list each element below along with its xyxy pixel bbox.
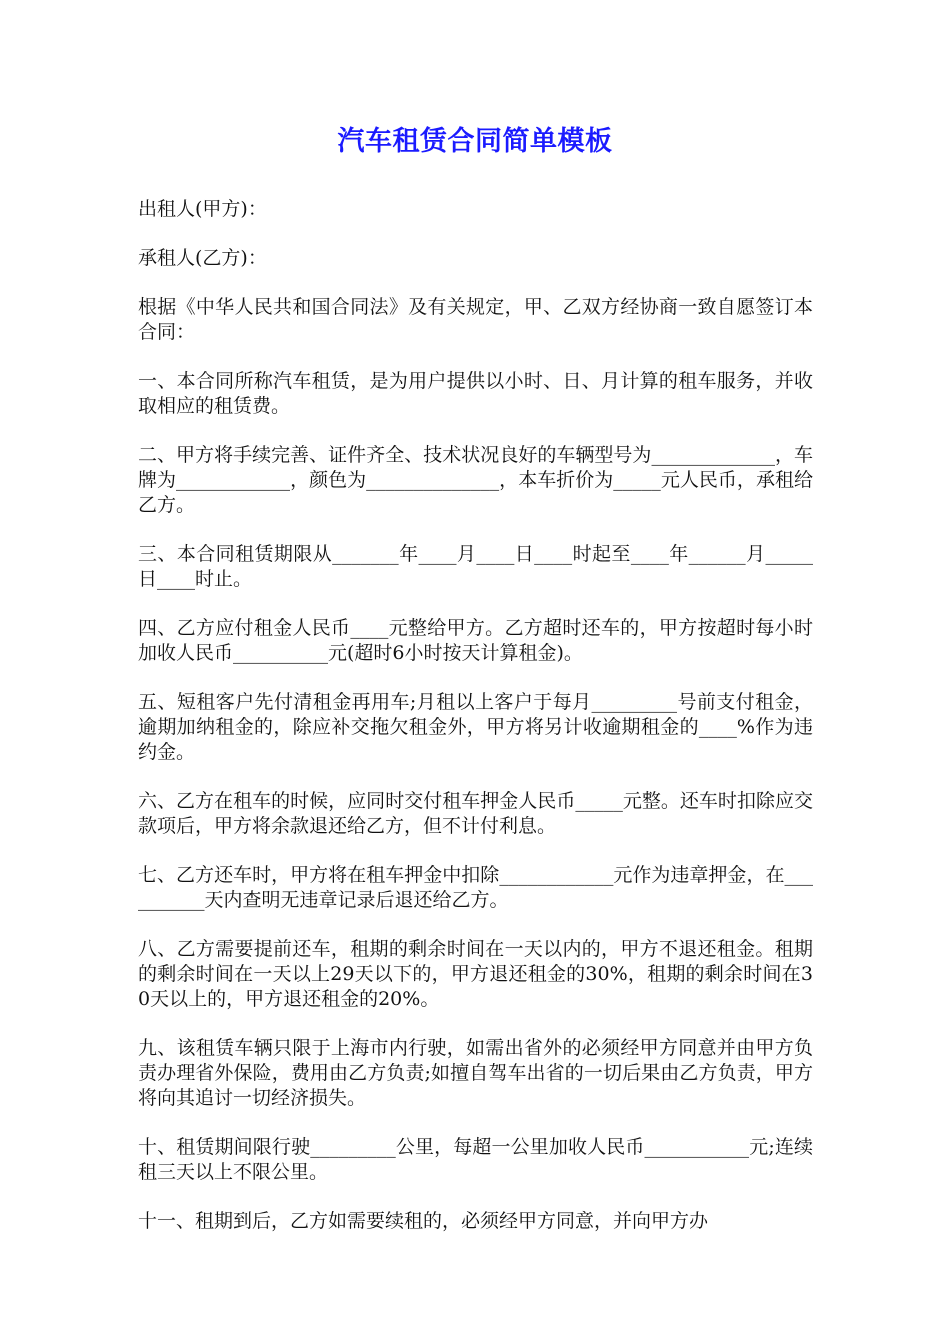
clause-2: 二、甲方将手续完善、证件齐全、技术状况良好的车辆型号为_____________，车牌为____________，颜色为______________，本车折价为_____元人民币，承租给乙方。: [138, 444, 813, 516]
paragraph-lessor: 出租人(甲方)：: [138, 198, 267, 220]
paragraph-preamble: 根据《中华人民共和国合同法》及有关规定，甲、乙双方经协商一致自愿签订本合同：: [138, 296, 813, 343]
clause-11: 十一、租期到后，乙方如需要续租的，必须经甲方同意，并向甲方办: [138, 1210, 709, 1232]
clause-3: 三、本合同租赁期限从_______年____月____日____时起至____年______月_____日____时止。: [138, 543, 813, 590]
clause-7: 七、乙方还车时，甲方将在租车押金中扣除____________元作为违章押金，在__________天内查明无违章记录后退还给乙方。: [138, 864, 813, 911]
clause-9: 九、该租赁车辆只限于上海市内行驶，如需出省外的必须经甲方同意并由甲方负责办理省外保险，费用由乙方负责;如擅自驾车出省的一切后果由乙方负责，甲方将向其追讨一切经济损失。: [138, 1037, 813, 1109]
contract-body: [138, 197, 813, 1258]
clause-5: 五、短租客户先付清租金再用车;月租以上客户于每月_________号前支付租金，逾期加纳租金的，除应补交拖欠租金外，甲方将另计收逾期租金的____%作为违约金。: [138, 691, 813, 763]
document-title: 汽车租赁合同简单模板: [337, 126, 613, 158]
clause-10: 十、租赁期间限行驶_________公里，每超一公里加收人民币___________元;连续租三天以上不限公里。: [138, 1136, 813, 1183]
clause-4: 四、乙方应付租金人民币____元整给甲方。乙方超时还车的，甲方按超时每小时加收人民币__________元(超时6小时按天计算租金)。: [138, 617, 813, 664]
clause-6: 六、乙方在租车的时候，应同时交付租车押金人民币_____元整。还车时扣除应交款项后，甲方将余款退还给乙方，但不计付利息。: [138, 790, 813, 837]
clause-8: 八、乙方需要提前还车，租期的剩余时间在一天以内的，甲方不退还租金。租期的剩余时间在一天以上29天以下的，甲方退还租金的30%，租期的剩余时间在30天以上的，甲方退还租金的20%。: [138, 938, 813, 1010]
clause-1: 一、本合同所称汽车租赁，是为用户提供以小时、日、月计算的租车服务，并收取相应的租赁费。: [138, 370, 813, 417]
paragraph-lessee: 承租人(乙方)：: [138, 247, 267, 269]
